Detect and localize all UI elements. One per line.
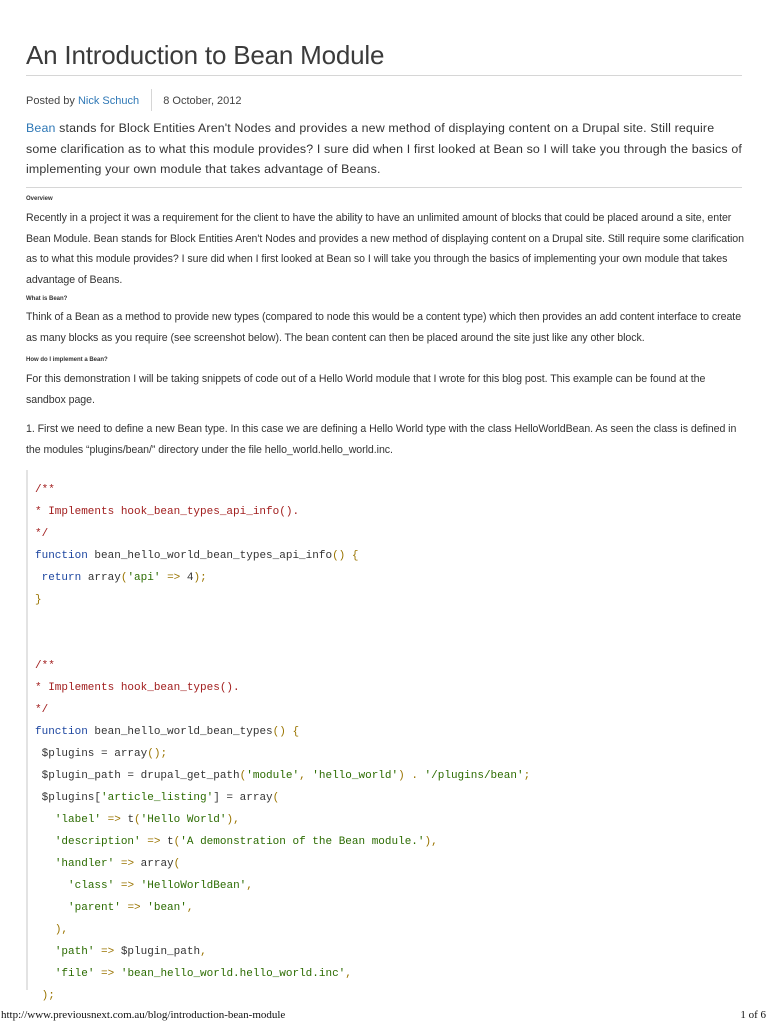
code-line: 'class' => 'HelloWorldBean', [68,880,253,892]
page-title: An Introduction to Bean Module [26,40,385,70]
footer-page-number: 1 of 6 [740,1009,766,1021]
how-to-implement-heading: How do I implement a Bean? [26,357,108,363]
code-line: 'file' => 'bean_hello_world.hello_world.inc', [54,968,352,980]
code-line: 'handler' => array( [54,858,181,870]
code-line: $plugins['article_listing'] = array( [35,792,280,804]
code-line: return array('api' => 4); [41,572,207,584]
code-line: $plugins = array(); [35,748,168,760]
code-line: } [35,594,42,606]
code-line: /** [35,660,55,672]
lead-text: stands for Block Entities Aren't Nodes and provides a new method of displaying content on a Drupal site. Still require some clarification as to what this module provides? I sure did when I first looked at Bean so I will take you through the basics of implementing your own module that takes advantage of Beans. [26,121,742,176]
code-line [35,633,530,655]
code-line: ), [54,924,69,936]
code-line: */ [35,528,49,540]
code-line: 'label' => t('Hello World'), [54,814,240,826]
code-block [26,470,768,1002]
code-line: 'parent' => 'bean', [68,902,194,914]
how-to-implement-paragraph: For this demonstration I will be taking snippets of code out of a Hello World module that I wrote for this blog post. This example can be found at the sandbox page. [26,373,706,406]
footer-url: http://www.previousnext.com.au/blog/introduction-bean-module [1,1009,286,1021]
code-line: 'path' => $plugin_path, [54,946,207,958]
code-line: ); [41,990,55,1002]
code-line: function bean_hello_world_bean_types_api_info() { [35,550,359,562]
meta-separator [151,89,152,111]
code-line: * Implements hook_bean_types_api_info(). [35,506,300,518]
what-is-bean-heading: What is Bean? [26,296,68,302]
post-date: 8 October, 2012 [163,94,242,107]
lead-divider [26,187,742,188]
post-meta [26,90,242,112]
print-footer [0,1008,768,1024]
code-line [35,611,530,633]
code-line: /** [35,484,55,496]
step-1-paragraph: 1. First we need to define a new Bean type. In this case we are defining a Hello World type with the class HelloWorldBean. As seen the class is defined in the modules “plugins/bean/” directory under the file hello_world.hello_world.inc. [26,423,737,456]
code-line: $plugin_path = drupal_get_path('module', 'hello_world') . '/plugins/bean'; [35,770,531,782]
code-line: function bean_hello_world_bean_types() { [35,726,300,738]
title-divider [26,75,742,76]
code-line: */ [35,704,49,716]
bean-link[interactable]: Bean [26,121,56,135]
code-line: * Implements hook_bean_types(). [35,682,240,694]
what-is-bean-paragraph: Think of a Bean as a method to provide new types (compared to node this would be a content type) which then provides an add content interface to create as many blocks as you require (see screenshot below). The bean content can then be placed around the site just like any other block. [26,311,742,344]
posted-by-label: Posted by [26,94,75,107]
lead-paragraph [26,118,742,180]
author-link[interactable]: Nick Schuch [77,94,140,107]
overview-paragraph: Recently in a project it was a requirement for the client to have the ability to have an unlimited amount of blocks that could be placed around a site, enter Bean Module. Bean stands for Block Entities Aren't Nodes and provides a new method of displaying content on a Drupal site. Still require some clarification as to what this module provides? I sure did when I first looked at Bean so I will take you through the basics of implementing your own module that takes advantage of Beans. [26,212,744,286]
overview-heading: Overview [26,196,53,202]
code-line: 'description' => t('A demonstration of the Bean module.'), [54,836,438,848]
code-listing [35,479,530,1007]
